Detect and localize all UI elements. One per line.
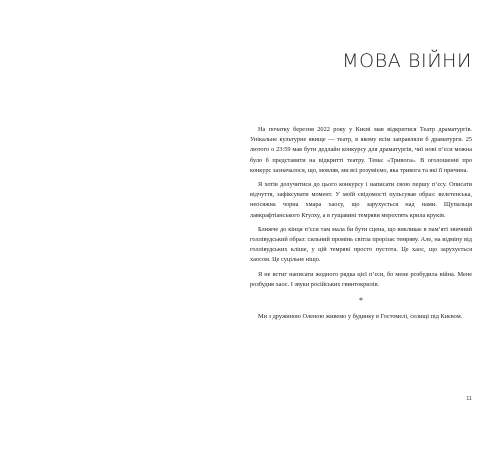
section-separator-asterisk: * (359, 296, 363, 306)
chapter-title: МОВА ВІЙНИ (342, 50, 472, 72)
paragraph-2: Я хотів долучитися до цього конкурсу і написати свою першу п’єсу. Описати відчуття, зафіксувати момент. У моїй свідомості пульсував образ: велетенська, неосяжна чорна хмара хаосу, що зарухується над нами. Щупальця лавкрафтіанського Ктулху, а в гущавині темряви мерехтять крила круків. (250, 181, 472, 219)
paragraph-4: Я не встиг написати жодного рядка цієї п’єси, бо мене розбудила війна. Мене розбудив хаос. І звуки російських гвинтокрилів. (250, 270, 472, 288)
body-text (250, 125, 472, 326)
closing-paragraph: Ми з дружиною Оленою живемо у будинку в Гостомелі, селищі під Києвом. (258, 313, 463, 321)
paragraph-3: Ближче до кінця п’єси там мала би бути сцена, що викликає в пам’яті звичний голлівудський образ: сильний промінь світла прорізає темряву. Але, на відміну від голлівудських кліше, у цій темряві просто пустота. Це хаос, що зарухується хаосом. Це суцільне ніщо. (250, 225, 472, 264)
page-number: 11 (466, 396, 472, 402)
paragraph-1: На початку березня 2022 року у Києві мав відкритися Театр драматургів. Унікальне культурне явище — театр, в якому всім заправляли б драматурги. 25 лютого о 23:59 мав бути дедлайн конкурсу для драматургів, чиї нові п’єси можна було б представити на відкритті театру. Тема: «Тривога». В оголошенні про конкурс зазначалося, що, мовляв, ми всі розуміємо, яка тривога та які її причина. (250, 126, 472, 174)
